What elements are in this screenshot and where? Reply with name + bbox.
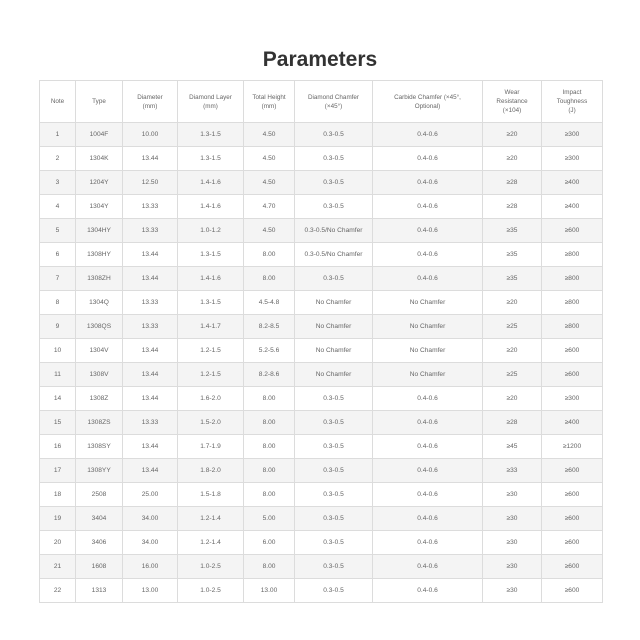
cell-note: 10: [40, 339, 76, 363]
cell-diamond-chamfer: 0.3-0.5: [295, 171, 373, 195]
cell-note: 14: [40, 387, 76, 411]
cell-note: 3: [40, 171, 76, 195]
cell-impact-toughness: ≥600: [542, 219, 603, 243]
cell-diameter: 13.44: [123, 339, 178, 363]
header-total-height: Total Height (mm): [244, 81, 295, 123]
cell-total-height: 4.50: [244, 147, 295, 171]
header-impact-toughness: Impact Toughness (J): [542, 81, 603, 123]
cell-diameter: 13.33: [123, 315, 178, 339]
table-row: [40, 315, 603, 339]
cell-wear-resistance: ≥35: [483, 219, 542, 243]
cell-diamond-layer: 1.0-2.5: [178, 579, 244, 603]
cell-note: 20: [40, 531, 76, 555]
cell-total-height: 8.00: [244, 267, 295, 291]
cell-diamond-layer: 1.3-1.5: [178, 291, 244, 315]
cell-impact-toughness: ≥800: [542, 243, 603, 267]
cell-carbide-chamfer: 0.4-0.6: [373, 483, 483, 507]
cell-carbide-chamfer: 0.4-0.6: [373, 387, 483, 411]
cell-diamond-chamfer: 0.3-0.5: [295, 195, 373, 219]
cell-wear-resistance: ≥30: [483, 555, 542, 579]
cell-diamond-layer: 1.4-1.6: [178, 267, 244, 291]
cell-diamond-chamfer: 0.3-0.5: [295, 147, 373, 171]
cell-wear-resistance: ≥30: [483, 579, 542, 603]
cell-total-height: 5.00: [244, 507, 295, 531]
cell-total-height: 4.50: [244, 171, 295, 195]
table-row: [40, 147, 603, 171]
cell-type: 1308ZH: [76, 267, 123, 291]
cell-diamond-layer: 1.6-2.0: [178, 387, 244, 411]
table-row: [40, 171, 603, 195]
cell-diameter: 25.00: [123, 483, 178, 507]
header-note: Note: [40, 81, 76, 123]
cell-note: 22: [40, 579, 76, 603]
cell-type: 1308HY: [76, 243, 123, 267]
table-row: [40, 339, 603, 363]
cell-diameter: 13.44: [123, 387, 178, 411]
cell-diamond-chamfer: 0.3-0.5: [295, 579, 373, 603]
table-row: [40, 531, 603, 555]
cell-carbide-chamfer: 0.4-0.6: [373, 195, 483, 219]
cell-note: 18: [40, 483, 76, 507]
cell-wear-resistance: ≥25: [483, 363, 542, 387]
cell-wear-resistance: ≥20: [483, 291, 542, 315]
cell-type: 1308Z: [76, 387, 123, 411]
cell-wear-resistance: ≥28: [483, 195, 542, 219]
cell-impact-toughness: ≥600: [542, 531, 603, 555]
cell-total-height: 5.2-5.6: [244, 339, 295, 363]
cell-carbide-chamfer: 0.4-0.6: [373, 219, 483, 243]
cell-impact-toughness: ≥300: [542, 147, 603, 171]
cell-carbide-chamfer: 0.4-0.6: [373, 243, 483, 267]
cell-type: 1308ZS: [76, 411, 123, 435]
cell-impact-toughness: ≥600: [542, 579, 603, 603]
cell-diamond-layer: 1.0-2.5: [178, 555, 244, 579]
cell-wear-resistance: ≥33: [483, 459, 542, 483]
cell-diameter: 16.00: [123, 555, 178, 579]
cell-diamond-layer: 1.3-1.5: [178, 243, 244, 267]
table-body: [40, 123, 603, 603]
cell-wear-resistance: ≥20: [483, 387, 542, 411]
table-row: [40, 267, 603, 291]
cell-diameter: 13.44: [123, 267, 178, 291]
cell-carbide-chamfer: 0.4-0.6: [373, 267, 483, 291]
cell-carbide-chamfer: No Chamfer: [373, 315, 483, 339]
cell-wear-resistance: ≥45: [483, 435, 542, 459]
cell-wear-resistance: ≥30: [483, 507, 542, 531]
cell-type: 1308V: [76, 363, 123, 387]
cell-diamond-chamfer: 0.3-0.5: [295, 507, 373, 531]
cell-type: 1313: [76, 579, 123, 603]
cell-total-height: 4.50: [244, 219, 295, 243]
cell-diamond-chamfer: 0.3-0.5: [295, 411, 373, 435]
table-row: [40, 123, 603, 147]
cell-diamond-layer: 1.0-1.2: [178, 219, 244, 243]
cell-impact-toughness: ≥400: [542, 411, 603, 435]
table-row: [40, 387, 603, 411]
cell-wear-resistance: ≥35: [483, 243, 542, 267]
cell-note: 9: [40, 315, 76, 339]
cell-note: 5: [40, 219, 76, 243]
cell-note: 15: [40, 411, 76, 435]
cell-impact-toughness: ≥600: [542, 459, 603, 483]
cell-wear-resistance: ≥25: [483, 315, 542, 339]
cell-diameter: 34.00: [123, 507, 178, 531]
header-wear-resistance: Wear Resistance (×104): [483, 81, 542, 123]
cell-diamond-layer: 1.4-1.6: [178, 195, 244, 219]
cell-carbide-chamfer: 0.4-0.6: [373, 579, 483, 603]
table-row: [40, 195, 603, 219]
cell-diameter: 13.44: [123, 243, 178, 267]
cell-carbide-chamfer: No Chamfer: [373, 339, 483, 363]
header-carbide-chamfer: Carbide Chamfer (×45°, Optional): [373, 81, 483, 123]
header-diamond-layer: Diamond Layer (mm): [178, 81, 244, 123]
cell-wear-resistance: ≥20: [483, 339, 542, 363]
cell-note: 2: [40, 147, 76, 171]
cell-wear-resistance: ≥28: [483, 411, 542, 435]
cell-type: 1308YY: [76, 459, 123, 483]
cell-carbide-chamfer: No Chamfer: [373, 291, 483, 315]
cell-diamond-layer: 1.7-1.9: [178, 435, 244, 459]
cell-impact-toughness: ≥300: [542, 387, 603, 411]
cell-impact-toughness: ≥1200: [542, 435, 603, 459]
cell-impact-toughness: ≥800: [542, 315, 603, 339]
cell-diameter: 13.44: [123, 435, 178, 459]
cell-note: 16: [40, 435, 76, 459]
cell-diamond-layer: 1.8-2.0: [178, 459, 244, 483]
cell-note: 7: [40, 267, 76, 291]
cell-impact-toughness: ≥400: [542, 195, 603, 219]
cell-wear-resistance: ≥20: [483, 147, 542, 171]
cell-impact-toughness: ≥400: [542, 171, 603, 195]
table-row: [40, 435, 603, 459]
cell-note: 6: [40, 243, 76, 267]
table-row: [40, 411, 603, 435]
table-row: [40, 291, 603, 315]
cell-diamond-chamfer: No Chamfer: [295, 291, 373, 315]
cell-carbide-chamfer: 0.4-0.6: [373, 147, 483, 171]
cell-note: 17: [40, 459, 76, 483]
cell-diameter: 13.44: [123, 363, 178, 387]
cell-diamond-layer: 1.4-1.6: [178, 171, 244, 195]
cell-diamond-layer: 1.2-1.4: [178, 531, 244, 555]
table-row: [40, 459, 603, 483]
cell-diamond-layer: 1.4-1.7: [178, 315, 244, 339]
cell-type: 1308QS: [76, 315, 123, 339]
cell-type: 1304HY: [76, 219, 123, 243]
cell-diameter: 12.50: [123, 171, 178, 195]
cell-carbide-chamfer: 0.4-0.6: [373, 435, 483, 459]
cell-diamond-chamfer: 0.3-0.5: [295, 267, 373, 291]
cell-total-height: 8.00: [244, 243, 295, 267]
table-row: [40, 507, 603, 531]
cell-note: 1: [40, 123, 76, 147]
cell-carbide-chamfer: 0.4-0.6: [373, 123, 483, 147]
cell-wear-resistance: ≥28: [483, 171, 542, 195]
cell-type: 1304Q: [76, 291, 123, 315]
cell-diameter: 13.00: [123, 579, 178, 603]
cell-carbide-chamfer: 0.4-0.6: [373, 507, 483, 531]
cell-wear-resistance: ≥30: [483, 531, 542, 555]
cell-diamond-layer: 1.5-2.0: [178, 411, 244, 435]
cell-type: 3404: [76, 507, 123, 531]
cell-type: 2508: [76, 483, 123, 507]
cell-diameter: 13.33: [123, 291, 178, 315]
table-row: [40, 219, 603, 243]
cell-diamond-layer: 1.3-1.5: [178, 123, 244, 147]
cell-diamond-chamfer: No Chamfer: [295, 339, 373, 363]
cell-note: 11: [40, 363, 76, 387]
cell-total-height: 4.50: [244, 123, 295, 147]
cell-carbide-chamfer: 0.4-0.6: [373, 171, 483, 195]
cell-total-height: 13.00: [244, 579, 295, 603]
cell-diamond-layer: 1.3-1.5: [178, 147, 244, 171]
cell-note: 4: [40, 195, 76, 219]
table-row: [40, 483, 603, 507]
header-diameter: Diameter (mm): [123, 81, 178, 123]
cell-diamond-layer: 1.5-1.8: [178, 483, 244, 507]
cell-type: 1608: [76, 555, 123, 579]
cell-diamond-layer: 1.2-1.5: [178, 363, 244, 387]
cell-diameter: 13.33: [123, 195, 178, 219]
table-row: [40, 243, 603, 267]
cell-impact-toughness: ≥600: [542, 507, 603, 531]
cell-diameter: 13.44: [123, 147, 178, 171]
cell-diamond-chamfer: 0.3-0.5/No Chamfer: [295, 219, 373, 243]
header-type: Type: [76, 81, 123, 123]
cell-total-height: 8.2-8.6: [244, 363, 295, 387]
cell-carbide-chamfer: 0.4-0.6: [373, 459, 483, 483]
cell-type: 1304V: [76, 339, 123, 363]
cell-impact-toughness: ≥600: [542, 339, 603, 363]
table-header-row: [40, 81, 603, 123]
cell-type: 1308SY: [76, 435, 123, 459]
table-row: [40, 579, 603, 603]
cell-diameter: 13.44: [123, 459, 178, 483]
cell-diamond-chamfer: 0.3-0.5: [295, 555, 373, 579]
table-row: [40, 363, 603, 387]
cell-impact-toughness: ≥600: [542, 363, 603, 387]
cell-total-height: 8.00: [244, 483, 295, 507]
cell-diamond-chamfer: 0.3-0.5: [295, 435, 373, 459]
cell-diamond-chamfer: 0.3-0.5: [295, 123, 373, 147]
cell-total-height: 8.00: [244, 435, 295, 459]
cell-diameter: 34.00: [123, 531, 178, 555]
header-diamond-chamfer: Diamond Chamfer (×45°): [295, 81, 373, 123]
cell-diamond-chamfer: No Chamfer: [295, 363, 373, 387]
cell-diameter: 13.33: [123, 411, 178, 435]
cell-impact-toughness: ≥800: [542, 267, 603, 291]
cell-type: 3406: [76, 531, 123, 555]
cell-total-height: 6.00: [244, 531, 295, 555]
cell-impact-toughness: ≥600: [542, 555, 603, 579]
cell-diamond-chamfer: 0.3-0.5/No Chamfer: [295, 243, 373, 267]
cell-note: 21: [40, 555, 76, 579]
parameters-table: [39, 80, 603, 603]
cell-impact-toughness: ≥300: [542, 123, 603, 147]
cell-diamond-chamfer: 0.3-0.5: [295, 387, 373, 411]
cell-total-height: 4.70: [244, 195, 295, 219]
cell-impact-toughness: ≥600: [542, 483, 603, 507]
cell-carbide-chamfer: 0.4-0.6: [373, 555, 483, 579]
cell-total-height: 4.5-4.8: [244, 291, 295, 315]
cell-note: 8: [40, 291, 76, 315]
cell-total-height: 8.00: [244, 411, 295, 435]
cell-type: 1204Y: [76, 171, 123, 195]
page-title: Parameters: [262, 48, 378, 72]
cell-wear-resistance: ≥30: [483, 483, 542, 507]
cell-carbide-chamfer: No Chamfer: [373, 363, 483, 387]
cell-total-height: 8.2-8.5: [244, 315, 295, 339]
cell-total-height: 8.00: [244, 387, 295, 411]
cell-type: 1304K: [76, 147, 123, 171]
cell-type: 1004F: [76, 123, 123, 147]
cell-wear-resistance: ≥35: [483, 267, 542, 291]
cell-diamond-chamfer: No Chamfer: [295, 315, 373, 339]
cell-diamond-chamfer: 0.3-0.5: [295, 459, 373, 483]
cell-type: 1304Y: [76, 195, 123, 219]
cell-wear-resistance: ≥20: [483, 123, 542, 147]
cell-carbide-chamfer: 0.4-0.6: [373, 411, 483, 435]
cell-diamond-chamfer: 0.3-0.5: [295, 531, 373, 555]
cell-carbide-chamfer: 0.4-0.6: [373, 531, 483, 555]
cell-total-height: 8.00: [244, 555, 295, 579]
cell-diameter: 13.33: [123, 219, 178, 243]
cell-impact-toughness: ≥800: [542, 291, 603, 315]
cell-diamond-layer: 1.2-1.4: [178, 507, 244, 531]
cell-note: 19: [40, 507, 76, 531]
cell-diameter: 10.00: [123, 123, 178, 147]
cell-diamond-layer: 1.2-1.5: [178, 339, 244, 363]
cell-diamond-chamfer: 0.3-0.5: [295, 483, 373, 507]
cell-total-height: 8.00: [244, 459, 295, 483]
table-row: [40, 555, 603, 579]
